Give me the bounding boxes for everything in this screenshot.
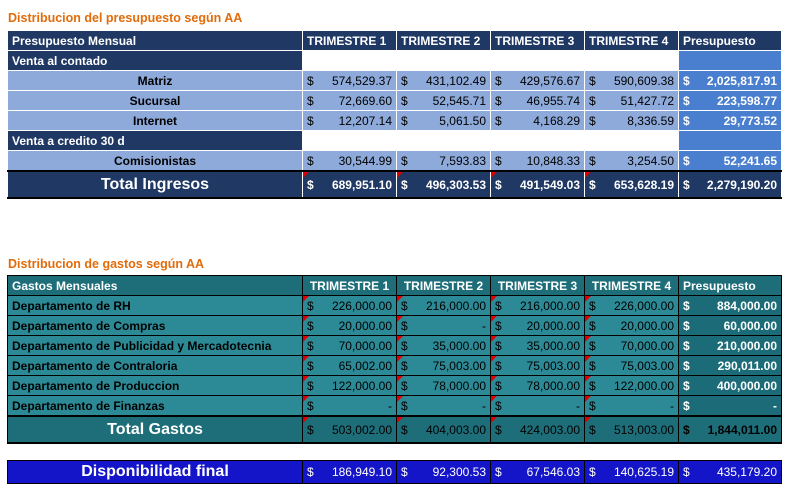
comment-marker [303,396,309,402]
money-cell[interactable]: $ - [397,316,491,336]
total-cell[interactable]: $ 60,000.00 [679,316,782,336]
money-cell[interactable]: $ 70,000.00 [303,336,397,356]
row-label[interactable]: Internet [8,111,303,131]
row-label[interactable]: Matriz [8,71,303,91]
total-row [8,171,782,198]
money-cell[interactable]: $ 513,003.00 [585,416,679,443]
comment-marker [303,336,309,342]
money-cell[interactable]: $ 503,002.00 [303,416,397,443]
money-cell[interactable]: $ 689,951.10 [303,171,397,198]
money-cell[interactable]: $ 51,427.72 [585,91,679,111]
table-row [8,336,782,356]
money-cell[interactable]: $ 140,625.19 [585,461,679,484]
gastos-title: Distribucion de gastos según AA [8,257,205,271]
table-row [8,111,782,131]
money-cell[interactable]: $ 216,000.00 [397,296,491,316]
empty-cell[interactable] [679,51,782,71]
gastos-table [7,275,782,444]
comment-marker [397,417,403,423]
total-cell[interactable]: $ 435,179.20 [679,461,782,484]
comment-marker [303,296,309,302]
row-label[interactable]: Departamento de Contraloria [8,356,303,376]
comment-marker [491,316,497,322]
header-cell[interactable]: TRIMESTRE 3 [491,276,585,296]
empty-cell[interactable] [491,131,585,151]
total-cell[interactable]: $ 52,241.65 [679,151,782,172]
table-row [8,316,782,336]
money-cell[interactable]: $ 67,546.03 [491,461,585,484]
ingresos-table [7,30,782,199]
comment-marker [397,336,403,342]
empty-cell[interactable] [397,51,491,71]
total-row [8,416,782,443]
money-cell[interactable]: $ 431,102.49 [397,71,491,91]
ingresos-title: Distribucion del presupuesto según AA [8,11,243,25]
empty-cell[interactable] [303,131,397,151]
gastos-header-row [8,276,782,296]
comment-marker [585,336,591,342]
comment-marker [585,296,591,302]
header-cell[interactable]: TRIMESTRE 1 [303,276,397,296]
money-cell[interactable]: $ 122,000.00 [585,376,679,396]
header-cell[interactable]: TRIMESTRE 4 [585,276,679,296]
money-cell[interactable]: $ 35,000.00 [491,336,585,356]
table-row [8,396,782,417]
total-label[interactable]: Total Ingresos [8,171,303,198]
total-cell[interactable]: $ 2,279,190.20 [679,171,782,198]
comment-marker [585,356,591,362]
row-label[interactable]: Departamento de Produccion [8,376,303,396]
comment-marker [397,172,403,178]
total-cell[interactable]: $ 884,000.00 [679,296,782,316]
comment-marker [491,356,497,362]
total-cell[interactable]: $ 29,773.52 [679,111,782,131]
empty-cell[interactable] [303,51,397,71]
money-cell[interactable]: $ 424,003.00 [491,416,585,443]
section-label[interactable]: Venta al contado [8,51,303,71]
comment-marker [303,376,309,382]
total-cell[interactable]: $ 210,000.00 [679,336,782,356]
header-cell[interactable]: TRIMESTRE 2 [397,276,491,296]
money-cell[interactable]: $ 65,002.00 [303,356,397,376]
money-cell[interactable]: $ 122,000.00 [303,376,397,396]
table-row [8,91,782,111]
money-cell[interactable]: $ 20,000.00 [491,316,585,336]
money-cell[interactable]: $ 30,544.99 [303,151,397,172]
header-cell[interactable]: TRIMESTRE 3 [491,31,585,51]
money-cell[interactable]: $ 78,000.00 [491,376,585,396]
table-row [8,151,782,172]
row-label[interactable]: Sucursal [8,91,303,111]
comment-marker [491,296,497,302]
header-cell[interactable]: Presupuesto [679,276,782,296]
comment-marker [491,376,497,382]
section-row [8,51,782,71]
header-cell[interactable]: TRIMESTRE 2 [397,31,491,51]
comment-marker [585,316,591,322]
money-cell[interactable]: $ 226,000.00 [585,296,679,316]
money-cell[interactable]: $ 8,336.59 [585,111,679,131]
money-cell[interactable]: $ 75,003.00 [491,356,585,376]
money-cell[interactable]: $ 404,003.00 [397,416,491,443]
money-cell[interactable]: $ 429,576.67 [491,71,585,91]
comment-marker [397,396,403,402]
header-cell[interactable]: TRIMESTRE 1 [303,31,397,51]
money-cell[interactable]: $ 78,000.00 [397,376,491,396]
money-cell[interactable]: $ 52,545.71 [397,91,491,111]
money-cell[interactable]: $ 7,593.83 [397,151,491,172]
ingresos-header-row [8,31,782,51]
comment-marker [303,316,309,322]
money-cell[interactable]: $ 20,000.00 [585,316,679,336]
money-cell[interactable]: $ - [303,396,397,417]
comment-marker [491,172,497,178]
row-label[interactable]: Comisionistas [8,151,303,172]
comment-marker [303,172,309,178]
total-cell[interactable]: $ 1,844,011.00 [679,416,782,443]
comment-marker [397,356,403,362]
money-cell[interactable]: $ 496,303.53 [397,171,491,198]
money-cell[interactable]: $ 590,609.38 [585,71,679,91]
comment-marker [585,172,591,178]
money-cell[interactable]: $ 226,000.00 [303,296,397,316]
money-cell[interactable]: $ - [397,396,491,417]
section-row [8,131,782,151]
money-cell[interactable]: $ 20,000.00 [303,316,397,336]
empty-cell[interactable] [585,51,679,71]
table-row [8,356,782,376]
total-label[interactable]: Total Gastos [8,416,303,443]
row-label[interactable]: Departamento de RH [8,296,303,316]
total-cell[interactable]: $ - [679,396,782,417]
comment-marker [585,396,591,402]
money-cell[interactable]: $ 4,168.29 [491,111,585,131]
table-row [8,71,782,91]
section-label[interactable]: Venta a credito 30 d [8,131,303,151]
money-cell[interactable]: $ 216,000.00 [491,296,585,316]
row-label[interactable]: Departamento de Publicidad y Mercadotecnia [8,336,303,356]
total-cell[interactable]: $ 290,011.00 [679,356,782,376]
money-cell[interactable]: $ 5,061.50 [397,111,491,131]
money-cell[interactable]: $ 75,003.00 [585,356,679,376]
money-cell[interactable]: $ 72,669.60 [303,91,397,111]
money-cell[interactable]: $ 574,529.37 [303,71,397,91]
row-label[interactable]: Departamento de Finanzas [8,396,303,417]
comment-marker [303,356,309,362]
table-row [8,376,782,396]
money-cell[interactable]: $ 12,207.14 [303,111,397,131]
empty-cell[interactable] [585,131,679,151]
money-cell[interactable]: $ 10,848.33 [491,151,585,172]
money-cell[interactable]: $ 3,254.50 [585,151,679,172]
money-cell[interactable]: $ 92,300.53 [397,461,491,484]
comment-marker [397,376,403,382]
total-label[interactable]: Disponibilidad final [8,461,303,484]
comment-marker [397,316,403,322]
total-row [8,461,782,484]
comment-marker [397,296,403,302]
money-cell[interactable]: $ 70,000.00 [585,336,679,356]
money-cell[interactable]: $ 35,000.00 [397,336,491,356]
empty-cell[interactable] [679,131,782,151]
total-cell[interactable]: $ 2,025,817.91 [679,71,782,91]
comment-marker [585,376,591,382]
comment-marker [491,336,497,342]
empty-cell[interactable] [397,131,491,151]
money-cell[interactable]: $ 75,003.00 [397,356,491,376]
money-cell[interactable]: $ 46,955.74 [491,91,585,111]
empty-cell[interactable] [491,51,585,71]
header-cell[interactable]: Presupuesto [679,31,782,51]
comment-marker [585,417,591,423]
money-cell[interactable]: $ - [585,396,679,417]
total-cell[interactable]: $ 400,000.00 [679,376,782,396]
comment-marker [491,417,497,423]
header-cell[interactable]: Presupuesto Mensual [8,31,303,51]
row-label[interactable]: Departamento de Compras [8,316,303,336]
money-cell[interactable]: $ 491,549.03 [491,171,585,198]
header-cell[interactable]: TRIMESTRE 4 [585,31,679,51]
money-cell[interactable]: $ 186,949.10 [303,461,397,484]
total-cell[interactable]: $ 223,598.77 [679,91,782,111]
money-cell[interactable]: $ - [491,396,585,417]
comment-marker [303,417,309,423]
disponibilidad-table [7,460,782,484]
header-cell[interactable]: Gastos Mensuales [8,276,303,296]
comment-marker [491,396,497,402]
table-row [8,296,782,316]
money-cell[interactable]: $ 653,628.19 [585,171,679,198]
